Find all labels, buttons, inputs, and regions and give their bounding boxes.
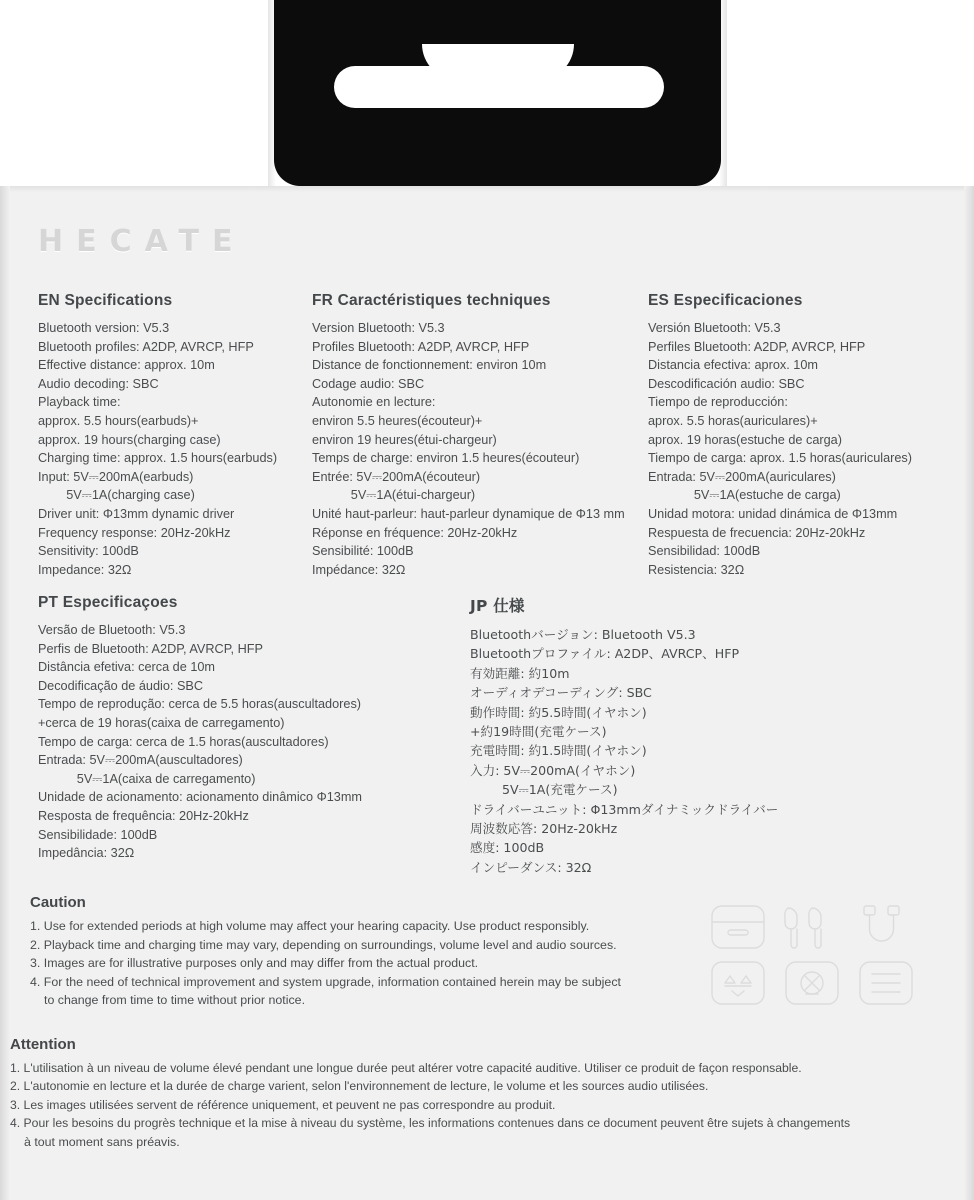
- spec-line: Audio decoding: SBC: [38, 376, 159, 391]
- spec-line: Resposta de frequência: 20Hz-20kHz: [38, 808, 249, 823]
- hang-tab-black-panel: [274, 0, 721, 186]
- hang-tab-shadow-left: [268, 0, 276, 186]
- spec-line: Sensibilidad: 100dB: [648, 544, 761, 559]
- spec-line: オーディオデコーディング: SBC: [470, 685, 652, 701]
- spec-title-es: ES Especificaciones: [648, 292, 803, 309]
- recycle-icon: [712, 962, 764, 1004]
- spec-line: Unidad motora: unidad dinámica de Φ13mm: [648, 506, 898, 521]
- attention-item: 1. L'utilisation à un niveau de volume élevé pendant une longue durée peut altérer votre capacité auditive. Utiliser ce produit de façon responsable.: [10, 1061, 802, 1075]
- spec-block-pt: [38, 594, 458, 863]
- spec-line: Frequency response: 20Hz-20kHz: [38, 525, 231, 540]
- spec-line: 5V⎓1A(charging case): [38, 488, 195, 503]
- usb-cable-icon: [864, 906, 899, 941]
- spec-line: Charging time: approx. 1.5 hours(earbuds): [38, 451, 278, 466]
- spec-line: Bluetoothバージョン: Bluetooth V5.3: [470, 627, 696, 642]
- spec-line: Tiempo de reproducción:: [648, 395, 788, 410]
- spec-line: Bluetooth profiles: A2DP, AVRCP, HFP: [38, 339, 254, 354]
- attention-item: 3. Les images utilisées servent de référence uniquement, et peuvent ne pas correspondre au produit.: [10, 1097, 556, 1112]
- spec-line: ドライバーユニット: Φ13mmダイナミックドライバー: [470, 801, 779, 817]
- spec-line: +cerca de 19 horas(caixa de carregamento): [38, 715, 285, 730]
- panel-edge-top: [0, 186, 974, 192]
- spec-line: Driver unit: Φ13mm dynamic driver: [38, 506, 235, 521]
- spec-line: Version Bluetooth: V5.3: [312, 321, 445, 335]
- spec-line: Perfis de Bluetooth: A2DP, AVRCP, HFP: [38, 641, 263, 656]
- spec-title-pt: PT Especificaçoes: [38, 594, 178, 611]
- hang-tab-shadow-right: [719, 0, 727, 186]
- spec-line: approx. 19 hours(charging case): [38, 432, 221, 447]
- spec-line: Sensibilité: 100dB: [312, 544, 414, 559]
- spec-line: Sensibilidade: 100dB: [38, 827, 158, 842]
- attention-title: Attention: [10, 1036, 76, 1053]
- spec-line: Entrada: 5V⎓200mA(auriculares): [648, 469, 836, 484]
- spec-line: Effective distance: approx. 10m: [38, 358, 215, 373]
- spec-line: aprox. 5.5 horas(auriculares)+: [648, 413, 818, 428]
- spec-block-fr: [312, 292, 632, 579]
- spec-line: インピーダンス: 32Ω: [470, 859, 592, 875]
- brand-logo: HECATE: [38, 224, 246, 259]
- caution-section: [30, 894, 720, 1010]
- spec-line: Perfiles Bluetooth: A2DP, AVRCP, HFP: [648, 339, 866, 354]
- spec-line: Distância efetiva: cerca de 10m: [38, 660, 216, 675]
- package-hang-tab-area: [0, 0, 974, 186]
- spec-line: Descodificación audio: SBC: [648, 376, 805, 391]
- spec-block-en: [38, 292, 308, 579]
- spec-line: Tempo de carga: cerca de 1.5 horas(auscultadores): [38, 734, 329, 749]
- spec-line: Versão de Bluetooth: V5.3: [38, 623, 186, 637]
- earbuds-icon: [785, 908, 821, 948]
- spec-line: Bluetooth version: V5.3: [38, 321, 170, 335]
- spec-line: 有効距離: 約10m: [470, 665, 570, 681]
- spec-line: 5V⎓1A(estuche de carga): [648, 488, 841, 503]
- spec-line: aprox. 19 horas(estuche de carga): [648, 432, 842, 447]
- spec-line: Decodificação de áudio: SBC: [38, 678, 204, 693]
- spec-line: Distance de fonctionnement: environ 10m: [312, 358, 547, 373]
- spec-line: Codage audio: SBC: [312, 376, 425, 391]
- spec-block-jp: [470, 594, 900, 877]
- spec-block-es: [648, 292, 958, 579]
- spec-title-fr: FR Caractéristiques techniques: [312, 292, 551, 309]
- spec-line: Entrée: 5V⎓200mA(écouteur): [312, 469, 481, 484]
- spec-title-jp: JP 仕様: [470, 597, 525, 615]
- attention-item-continuation: à tout moment sans préavis.: [24, 1134, 180, 1149]
- spec-line: environ 5.5 heures(écouteur)+: [312, 413, 483, 428]
- caution-item-continuation: to change from time to time without prior notice.: [44, 993, 306, 1008]
- spec-line: Unité haut-parleur: haut-parleur dynamique de Φ13 mm: [312, 506, 625, 521]
- caution-title: Caution: [30, 894, 86, 911]
- spec-line: 周波数応答: 20Hz-20kHz: [470, 821, 618, 837]
- spec-line: Input: 5V⎓200mA(earbuds): [38, 469, 194, 484]
- manual-icon: [860, 962, 912, 1004]
- attention-section: [10, 1036, 960, 1151]
- spec-line: Unidade de acionamento: acionamento dinâmico Φ13mm: [38, 790, 362, 805]
- panel-edge-right: [964, 186, 974, 1200]
- spec-line: Profiles Bluetooth: A2DP, AVRCP, HFP: [312, 339, 530, 354]
- package-contents-icon-panel: [706, 896, 924, 1016]
- attention-item: 4. Pour les besoins du progrès technique et la mise à niveau du système, les informations contenues dans ce document peuvent être sujets à changements: [10, 1116, 851, 1131]
- spec-line: 5V⎓1A(étui-chargeur): [312, 488, 476, 503]
- spec-line: 充電時間: 約1.5時間(イヤホン): [470, 743, 647, 759]
- spec-line: 5V⎓1A(caixa de carregamento): [38, 771, 256, 786]
- spec-line: 感度: 100dB: [470, 840, 545, 856]
- weee-bin-icon: [786, 962, 838, 1004]
- spec-line: approx. 5.5 hours(earbuds)+: [38, 413, 199, 428]
- spec-line: 5V⎓1A(充電ケース): [470, 782, 618, 798]
- attention-item: 2. L'autonomie en lecture et la durée de charge varient, selon l'environnement de lecture, le volume et les sources audio utilisées.: [10, 1079, 709, 1094]
- caution-item: 3. Images are for illustrative purposes only and may differ from the actual product.: [30, 956, 479, 971]
- panel-edge-left: [0, 186, 10, 1200]
- spec-line: Impedância: 32Ω: [38, 846, 135, 861]
- caution-item: 2. Playback time and charging time may vary, depending on surroundings, volume level and audio sources.: [30, 937, 617, 952]
- spec-line: Tiempo de carga: aprox. 1.5 horas(auriculares): [648, 451, 912, 466]
- spec-line: Sensitivity: 100dB: [38, 544, 139, 559]
- spec-line: Playback time:: [38, 395, 121, 410]
- spec-line: Tempo de reprodução: cerca de 5.5 horas(auscultadores): [38, 697, 362, 712]
- spec-line: Temps de charge: environ 1.5 heures(écouteur): [312, 451, 580, 466]
- spec-line: Impedance: 32Ω: [38, 562, 132, 577]
- hang-tab-hole: [334, 66, 664, 108]
- spec-line: Entrada: 5V⎓200mA(auscultadores): [38, 753, 243, 768]
- caution-item: 1. Use for extended periods at high volume may affect your hearing capacity. Use product responsibly.: [30, 919, 590, 933]
- charging-case-icon: [712, 906, 764, 948]
- spec-title-en: EN Specifications: [38, 292, 173, 309]
- spec-line: 動作時間: 約5.5時間(イヤホン): [470, 704, 647, 720]
- spec-line: Versión Bluetooth: V5.3: [648, 321, 781, 335]
- caution-item: 4. For the need of technical improvement and system upgrade, information contained herein may be subject: [30, 974, 621, 989]
- spec-line: 入力: 5V⎓200mA(イヤホン): [470, 762, 636, 778]
- spec-line: environ 19 heures(étui-chargeur): [312, 432, 497, 447]
- spec-line: Impédance: 32Ω: [312, 562, 406, 577]
- spec-line: Respuesta de frecuencia: 20Hz-20kHz: [648, 525, 866, 540]
- spec-line: Réponse en fréquence: 20Hz-20kHz: [312, 525, 518, 540]
- spec-line: Autonomie en lecture:: [312, 395, 436, 410]
- spec-line: +約19時間(充電ケース): [470, 724, 607, 740]
- packaging-back-panel: [0, 186, 974, 1200]
- spec-line: Resistencia: 32Ω: [648, 562, 745, 577]
- spec-line: Distancia efectiva: aprox. 10m: [648, 358, 818, 373]
- spec-line: Bluetoothプロファイル: A2DP、AVRCP、HFP: [470, 646, 740, 662]
